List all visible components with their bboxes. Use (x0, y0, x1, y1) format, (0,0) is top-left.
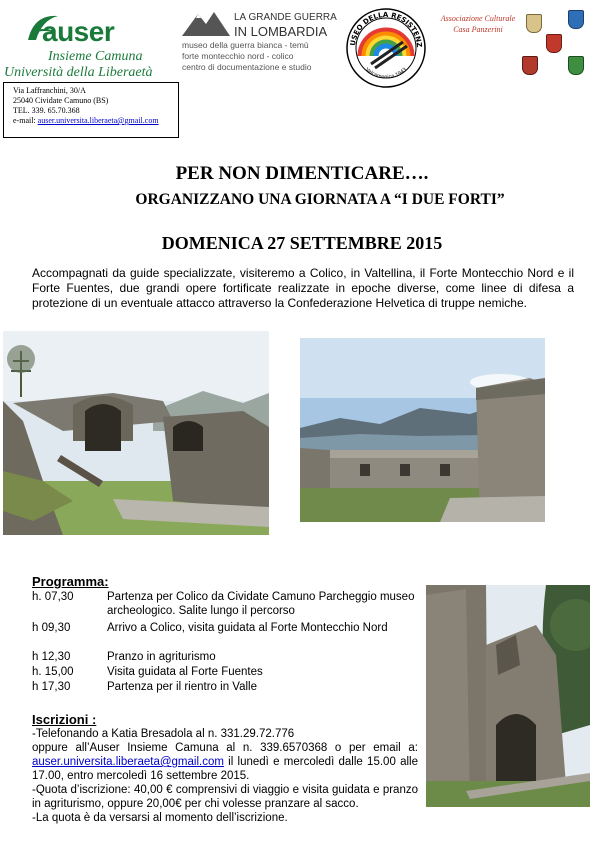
programma-desc: Partenza per Colico da Cividate Camuno Parcheggio museo archeologico. Salite lungo il percorso (107, 591, 415, 618)
programma-time: h. 15,00 (32, 666, 74, 678)
municipal-crest-icon (546, 34, 562, 53)
programma-desc: Arrivo a Colico, visita guidata al Forte Montecchio Nord (107, 622, 388, 634)
address-email-link[interactable]: auser.universita.liberaeta@gmail.com (37, 116, 159, 125)
programma-item (32, 590, 415, 620)
programma-desc: Partenza per il rientro in Valle (107, 681, 257, 693)
casa-panzerini-line1: Associazione Culturale (440, 14, 516, 23)
intro-paragraph: Accompagnati da guide specializzate, visiteremo a Colico, in Valtellina, il Forte Montecchio Nord e il Forte Fuentes, due grandi opere fortificate realizzate in epoche diverse, come linee di difesa a protezione di un eventuale attacco attraverso la Confederazione Helvetica di truppe nemiche. (32, 266, 574, 311)
address-city: 25040 Cividate Camuno (BS) (13, 96, 109, 105)
grande-guerra-logo (182, 6, 342, 72)
programma-item (32, 621, 412, 651)
casa-panzerini-line2: Casa Panzerini (453, 25, 503, 34)
iscrizioni-contact-post: il lunedì e mercoledì dalle 15.00 alle 17.00, entro mercoledì 16 settembre 2015. (32, 756, 418, 782)
auser-logo (4, 4, 153, 80)
museo-resistenza-logo (345, 4, 427, 92)
grande-guerra-line: forte montecchio nord - colico (182, 51, 294, 61)
programma-time: h 09,30 (32, 622, 71, 634)
municipal-crest-icon (522, 56, 538, 75)
grande-guerra-line: museo della guerra bianca - temù (182, 40, 309, 50)
auser-logo-line1: Insieme Camuna (48, 49, 143, 64)
grande-guerra-title-small: LA GRANDE GUERRA (234, 12, 337, 23)
iscrizioni-heading: Iscrizioni : (32, 712, 97, 727)
auser-logo-name: auser (42, 16, 115, 47)
municipal-crest-icon (568, 56, 584, 75)
address-box (3, 82, 179, 138)
museo-resistenza-emblem (345, 4, 427, 92)
programma-desc: Visita guidata al Forte Fuentes (107, 666, 263, 678)
programma-item (32, 680, 412, 695)
museo-logo-top-text: USEO DELLA RESISTENZ (349, 10, 424, 48)
grande-guerra-title-big: IN LOMBARDIA (234, 24, 328, 39)
auser-logo-line2: Università della Liberaetà (4, 65, 153, 80)
municipal-crest-icon (526, 14, 542, 33)
programma-item (32, 665, 412, 680)
iscrizioni-contact (32, 741, 418, 783)
casa-panzerini-logo (438, 14, 518, 54)
address-street: Via Laffranchini, 30/A (13, 86, 86, 95)
iscrizioni-email-link[interactable]: auser.universita.liberaeta@gmail.com (32, 756, 224, 768)
iscrizioni-text (32, 727, 418, 825)
grande-guerra-line: centro di documentazione e studio (182, 62, 312, 72)
address-email-label: e-mail: (13, 116, 38, 125)
programma-time: h 12,30 (32, 651, 71, 663)
programma-desc: Pranzo in agriturismo (107, 651, 216, 663)
municipal-crest-icon (568, 10, 584, 29)
mountain-icon (182, 8, 230, 36)
programma-time: h. 07,30 (32, 591, 74, 603)
iscrizioni-payment: -La quota è da versarsi al momento dell’iscrizione. (32, 812, 288, 824)
photo-forte-lake (300, 338, 545, 522)
page-subtitle: ORGANIZZANO UNA GIORNATA A “I DUE FORTI” (135, 191, 505, 208)
iscrizioni-contact-pre: oppure all’Auser Insieme Camuna al n. 339.6570368 o per email a: (32, 742, 418, 754)
iscrizioni-quota: -Quota d’iscrizione: 40,00 € comprensivi di viaggio e visita guidata e pranzo in agriturismo, oppure 20,00€ per chi volesse pranzare al sacco. (32, 784, 418, 810)
museo-logo-bottom-text: Valcamonica 1943 (363, 66, 409, 81)
photo-forte-ruins (3, 331, 269, 535)
programma-time: h 17,30 (32, 681, 71, 693)
programma-item (32, 650, 412, 665)
address-tel: TEL. 339. 65.70.368 (13, 106, 80, 115)
page-title: PER NON DIMENTICARE…. (175, 163, 429, 184)
programma-heading: Programma: (32, 574, 109, 589)
event-date: DOMENICA 27 SETTEMBRE 2015 (161, 233, 443, 253)
photo-forte-fuentes (426, 585, 590, 807)
iscrizioni-phone: -Telefonando a Katia Bresadola al n. 331.29.72.776 (32, 728, 295, 740)
